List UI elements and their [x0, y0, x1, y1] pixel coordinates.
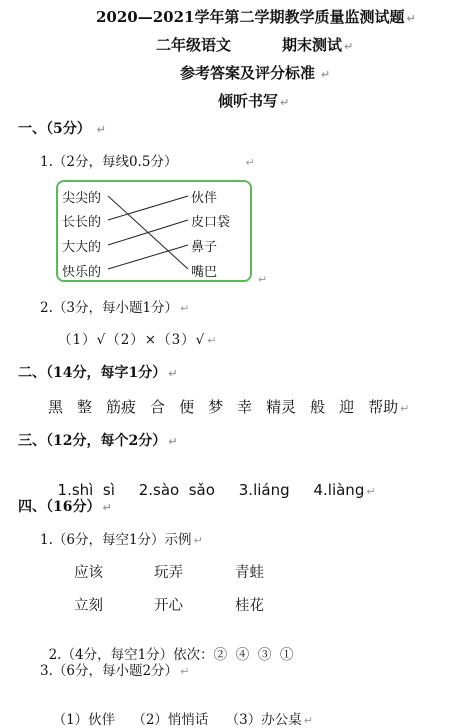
char-answer: 黑 — [48, 398, 64, 416]
paragraph-mark-icon: ↵ — [168, 367, 178, 380]
paragraph-mark-icon: ↵ — [344, 40, 354, 53]
section-1-q2-answers: （1）√（2）×（3）√ ↵ — [58, 332, 218, 348]
paragraph-mark-icon: ↵ — [102, 501, 112, 514]
match-left-2: 长长的 — [62, 215, 102, 230]
match-right-1: 伙伴 — [191, 191, 218, 206]
paragraph-mark-icon: ↵ — [207, 334, 218, 347]
section-2-heading: 二、（14分，每字1分） ↵ — [18, 365, 178, 381]
match-line-3 — [108, 220, 188, 245]
paragraph-mark-icon: ↵ — [303, 714, 313, 727]
paragraph-mark-icon: ↵ — [406, 12, 416, 25]
paragraph-mark-icon: ↵ — [245, 156, 255, 169]
match-left-1: 尖尖的 — [62, 191, 102, 206]
section-4-q3: 3.（6分，每小题2分） ↵ — [40, 663, 190, 679]
char-answer: 迎 — [339, 398, 355, 416]
section-1-q2: 2.（3分，每小题1分） ↵ — [40, 300, 190, 316]
paragraph-mark-icon: ↵ — [317, 68, 331, 81]
paragraph-mark-icon: ↵ — [400, 402, 410, 415]
section-1-heading: 一、（5分） ↵ — [18, 121, 106, 137]
char-answer: 般 — [310, 398, 326, 416]
section-4-row2-c: 桂花 — [235, 598, 264, 614]
section-4-row2-b: 开心 — [154, 598, 183, 614]
section-4-row1-a: 应该 — [74, 565, 103, 581]
grade-subtitle: 二年级语文 — [156, 36, 232, 54]
match-right-2: 皮口袋 — [191, 215, 231, 230]
match-left-3: 大大的 — [62, 240, 102, 255]
section-3-pinyin: 1.shì sì 2.sào sǎo 3.liáng 4.liàng ↵ — [57, 481, 376, 499]
section-1-q1: 1.（2分，每线0.5分） ↵ — [40, 154, 255, 170]
section-4-q2: 2.（4分，每空1分）依次：② ④ ③ ① — [48, 647, 294, 663]
section-4-heading: 四、（16分） ↵ — [18, 499, 112, 515]
paragraph-mark-icon: ↵ — [366, 485, 376, 498]
exam-subtitle: 期末测试 ↵ — [282, 36, 354, 54]
paragraph-mark-icon: ↵ — [168, 435, 178, 448]
section-4-q3-answers: （1）伙伴 （2）悄悄话 （3）办公桌 ↵ — [52, 712, 313, 728]
section-title: 倾听书写 ↵ — [218, 92, 290, 110]
char-answer: 整 — [77, 398, 93, 416]
section-2-chars — [48, 396, 423, 417]
paragraph-mark-icon: ↵ — [92, 123, 106, 136]
match-right-4: 嘴巴 — [191, 265, 218, 280]
paragraph-mark-icon: ↵ — [258, 273, 268, 286]
paragraph-mark-icon: ↵ — [280, 96, 290, 109]
section-4-row1-c: 青蛙 — [235, 565, 264, 581]
paragraph-mark-icon: ↵ — [180, 302, 190, 315]
section-3-heading: 三、（12分，每个2分） ↵ — [18, 433, 178, 449]
char-answer: 帮助 — [368, 398, 399, 416]
char-answer: 幸 — [237, 398, 253, 416]
match-left-4: 快乐的 — [62, 265, 102, 280]
section-4-row1-b: 玩弄 — [154, 565, 183, 581]
char-answer: 合 — [150, 398, 166, 416]
char-answer: 筋疲 — [106, 398, 137, 416]
match-line-4 — [108, 245, 188, 269]
match-right-3: 鼻子 — [191, 240, 218, 255]
char-answer: 精灵 — [266, 398, 297, 416]
section-4-row2-a: 立刻 — [74, 598, 103, 614]
match-line-2 — [108, 196, 188, 220]
section-4-q1: 1.（6分，每空1分）示例 ↵ — [40, 532, 203, 548]
page-title: 2020—2021学年第二学期教学质量监测试题 ↵ — [96, 8, 416, 26]
char-answer: 梦 — [208, 398, 224, 416]
paragraph-mark-icon: ↵ — [180, 665, 190, 678]
char-answer: 便 — [179, 398, 195, 416]
paragraph-mark-icon: ↵ — [193, 534, 203, 547]
answer-title: 参考答案及评分标准 ↵ — [180, 64, 331, 82]
